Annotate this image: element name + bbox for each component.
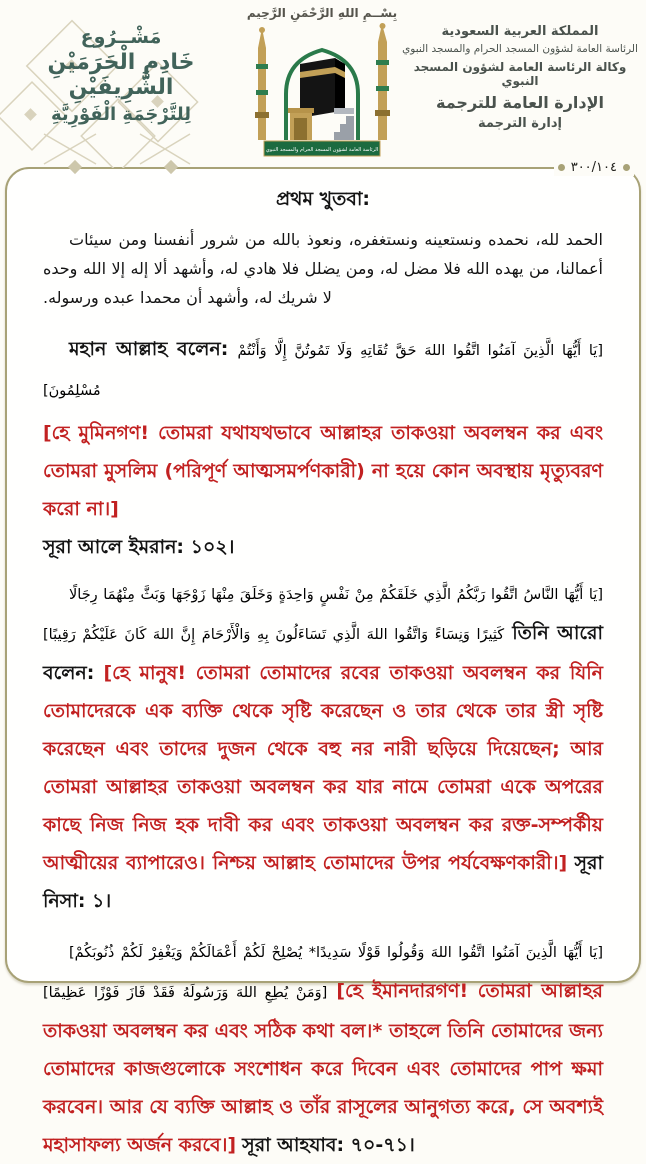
- border-dot-icon: [623, 164, 630, 171]
- quote3-bengali-translation: [হে ইমানদারগণ! তোমরা আল্লাহর তাকওয়া অবলম্বন কর এবং সঠিক কথা বল।* তাহলে তিনি তোমাদের জন্য তোমাদের কাজগুলোকে সংশোধন করে দিবেন এবং তোমাদের পাপ ক্ষমা করবেন। আর যে ব্যক্তি আল্লাহ ও তাঁর রাসূলের আনুগত্য করে, সে অবশ্যই মহাসাফল্য অর্জন করবে।]: [43, 980, 603, 1156]
- document-header: [0, 0, 646, 167]
- minbar-gold: [288, 108, 314, 140]
- khutbah-content-box: [5, 167, 641, 1156]
- quote3-surah-reference: সূরা আহযাব: ৭০-৭১।: [242, 1134, 415, 1156]
- left-minaret: [255, 27, 269, 140]
- quote2-arabic-verse: [يَا أَيُّهَا النَّاسُ اتَّقُوا رَبَّكُمُ الَّذِي خَلَقَكُمْ مِنْ نَفْسٍ وَاحِدَةٍ وَخَلَقَ مِنْهَا زَوْجَهَا وَبَثَّ مِنْهُمَا رِجَالًا كَثِيرًا وَنِسَاءً وَاتَّقُوا اللهَ الَّذِي تَسَاءَلُونَ بِهِ وَالْأَرْحَامَ إِنَّ اللهَ كَانَ عَلَيْكُمْ رَقِيبًا]: [43, 587, 603, 643]
- logo-line-2: خَادِمِ الْحَرَمَيْنِ الشَّرِيفَيْنِ: [47, 50, 195, 100]
- quote2-surah-reference: সূরা নিসা: ১।: [43, 852, 603, 912]
- bismillah-calligraphy: بِسْــمِ اللهِ الرَّحْمَنِ الرَّحِيم: [246, 6, 398, 20]
- minbar-stairs-grey: [334, 108, 354, 140]
- header-presidency-line: الرئاسة العامة لشؤون المسجد الحرام والمسجد النبوي: [402, 43, 638, 55]
- quote3-arabic-verse-2: [وَمَنْ يُطِعِ اللهَ وَرَسُولَهُ فَقَدْ فَازَ فَوْزًا عَظِيمًا]: [43, 985, 328, 1001]
- right-minaret: [375, 23, 390, 140]
- quote1-arabic-verse: [يَا أَيُّهَا الَّذِينَ آمَنُوا اتَّقُوا اللهَ حَقَّ تُقَاتِهِ وَلَا تَمُوتُنَّ إِلَّا وَأَنْتُمْ مُسْلِمُونَ]: [43, 343, 603, 399]
- header-agency-line: وكالة الرئاسة العامة لشؤون المسجد النبوي: [413, 60, 627, 88]
- quote2-paragraph: [43, 574, 603, 920]
- quote1-surah-reference: সূরা আলে ইমরান: ১০২।: [43, 536, 235, 558]
- quote1-translation: [43, 414, 603, 528]
- header-kingdom-line: المملكة العربية السعودية: [441, 24, 599, 39]
- quote2-intro-label: তিনি আরো বলেন:: [43, 622, 604, 684]
- presidency-header-text: [398, 24, 642, 131]
- khutbah-opening-arabic: [43, 225, 603, 312]
- quote1-bengali-translation: [হে মুমিনগণ! তোমরা যথাযথভাবে আল্লাহর তাকওয়া অবলম্বন কর এবং তোমরা মুসলিম (পরিপূর্ণ আত্মসমর্পণকারী) না হয়ে কোন অবস্থায় মৃত্যুবরণ করো না।]: [43, 422, 603, 520]
- document-number: [554, 159, 634, 176]
- arabic-opening-text: الحمد لله، نحمده ونستعينه ونستغفره، ونعوذ بالله من شرور أنفسنا ومن سيئات أعمالنا، من يهده الله فلا مضل له، ومن يضلل فلا هادي له، وأشهد ألا إله إلا الله وحده لا شريك له، وأشهد أن محمدا عبده ورسوله.: [43, 230, 603, 307]
- logo-line-3: لِلتَّرْجَمَةِ الْفَوْرِيَّةِ: [50, 104, 192, 125]
- quote2-bengali-translation: [হে মানুষ! তোমরা তোমাদের রবের তাকওয়া অবলম্বন কর যিনি তোমাদেরকে এক ব্যক্তি থেকে সৃষ্টি করেছেন ও তার থেকে তার স্ত্রী সৃষ্টি করেছেন এবং তাদের দুজন থেকে বহু নর নারী ছড়িয়ে দিয়েছেন; আর তোমরা আল্লাহর তাকওয়া অবলম্বন কর যার নামে তোমরা একে অপরের কাছে নিজ নিজ হক দাবী কর এবং তাকওয়া অবলম্বন কর রক্ত-সম্পর্কীয় আত্মীয়ের ব্যাপারেও। নিশ্চয় আল্লাহ তোমাদের উপর পর্যবেক্ষণকারী।]: [43, 662, 603, 874]
- header-translation-dept-line: إدارة الترجمة: [478, 116, 562, 131]
- translation-project-logo: [6, 26, 236, 160]
- document-number-value: ٣٠٠/١٠٤: [570, 160, 617, 175]
- quote3-arabic-verse-1: [يَا أَيُّهَا الَّذِينَ آمَنُوا اتَّقُوا اللهَ وَقُولُوا قَوْلًا سَدِيدًا* يُصْلِحْ لَكُمْ أَعْمَالَكُمْ وَيَغْفِرْ لَكُمْ ذُنُوبَكُمْ]: [69, 945, 603, 961]
- emblem-banner: [264, 141, 380, 156]
- quote1-intro-label: মহান আল্লাহ বলেন:: [69, 338, 229, 360]
- khutbah-title: প্রথম খুতবা:: [275, 188, 371, 210]
- emblem-banner-text: الرئاسة العامة لشؤون المسجد الحرام والمسجد النبوي: [265, 147, 379, 153]
- quote1-reference: [43, 532, 603, 562]
- two-holy-mosques-emblem-graphic: [238, 20, 406, 158]
- border-dot-icon: [558, 164, 565, 171]
- logo-line-1: مَشْــرُوع: [80, 26, 162, 48]
- header-general-admin-line: الإدارة العامة للترجمة: [435, 93, 604, 112]
- presidency-emblem: [236, 6, 408, 166]
- quote3-paragraph: [43, 932, 603, 1164]
- quote1-verse-line: [43, 330, 603, 410]
